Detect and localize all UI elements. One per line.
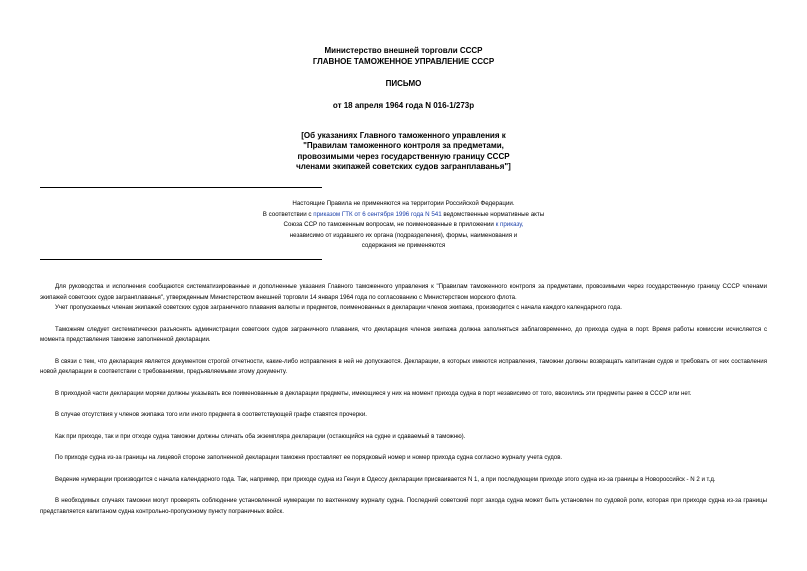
paragraph: Для руководства и исполнения сообщаются систематизированные и дополненные указания Главного таможенного управления к "Правилам таможенного контроля за предметами, провозимыми через государственную границу СССР членами экипажей советских судов загранплаванья", утвержденным Министерством внешней торговли 14 января 1964 года по согласованию с Министерством морского флота. [40,283,767,301]
paragraph: В связи с тем, что декларация является документом строгой отчетности, какие-либо исправления в ней не допускаются. Декларации, в которых имеются исправления, таможни должны возвращать капитанам судов и требовать от них составления новой декларации в соответствии с требованиями, предъявляемыми этому документу. [40,357,767,375]
applicability-note [0,199,807,252]
paragraph: Таможням следует систематически разъяснять администрации советских судов заграничного плавания, что декларация членов экипажа должна заполняться заблаговременно, до прихода судна в порт. Время работы комиссии исчисляется с момента представления таможне заполненной декларации. [40,325,767,343]
note-line: Настоящие Правила не применяются на территории Российской Федерации. [292,200,515,207]
paragraph: В случае отсутствия у членов экипажа того или иного предмета в соответствующей графе ставятся прочерки. [55,411,367,418]
divider-bottom [40,259,322,260]
department-name: ГЛАВНОЕ ТАМОЖЕННОЕ УПРАВЛЕНИЕ СССР [312,57,495,66]
note-line [0,210,807,221]
paragraph: Как при приходе, так и при отходе судна таможни должны сличать оба экземпляра декларации (остающийся на судне и сдаваемый в таможню). [55,432,466,440]
subject-line: провозимыми через государственную границу СССР [297,151,510,161]
document-body [40,282,767,517]
subject-line: "Правилам таможенного контроля за предметами, [303,141,504,151]
subject-line: [Об указаниях Главного таможенного управления к [301,131,506,140]
document-date-number: от 18 апреля 1964 года N 016-1/273р [332,101,475,110]
ministry-name: Министерство внешней торговли СССР [324,46,483,55]
divider-top [40,187,322,188]
subject-line: членами экипажей советских судов загранплаванья"] [296,162,511,172]
note-line: содержания не применяются [361,242,446,250]
note-line: независимо от издавшего их органа (подразделения), формы, наименования и [289,231,518,239]
paragraph: Учет пропускаемых членам экипажей советских судов заграничного плавания валюты и предметов, поименованных в декларации членов экипажа, производится с начала каждого календарного года. [55,304,622,311]
note-text: Союза ССР по таможенным вопросам, не поименованные в приложении [283,221,496,229]
note-text: ведомственные нормативные акты [441,210,545,218]
document-type: ПИСЬМО [385,79,422,88]
document-subject [0,131,807,173]
paragraph: В приходной части декларации моряки должны указывать все поименованные в декларации предметы, имеющиеся у них на момент прихода судна в порт независимо от того, ввозились эти предметы ранее в СССР или нет. [55,389,692,397]
order-link[interactable]: приказом ГТК от 6 сентября 1996 года N 541 [313,210,442,218]
order-appendix-link[interactable]: к приказу, [495,221,524,229]
paragraph: В необходимых случаях таможни могут проверять соблюдение установленной нумерации по вахтенному журналу судна. Последний советский порт захода судна может быть установлен по судовой роли, которая при приходе судна из-за границы представляется капитаном судна контрольно-пропускному пункту пограничных войск. [40,497,767,515]
paragraph: Ведение нумерации производится с начала календарного года. Так, например, при приходе судна из Генуи в Одессу декларации присваивается N 1, а при последующем приходе этого судна из-за границы в Новороссийск - N 2 и т.д. [55,475,716,483]
note-line [0,220,807,231]
paragraph: По приходе судна из-за границы на лицевой стороне заполненной декларации таможня проставляет ее порядковый номер и номер прихода судна согласно журналу учета судов. [55,454,563,461]
note-text: В соответствии с [262,210,314,218]
